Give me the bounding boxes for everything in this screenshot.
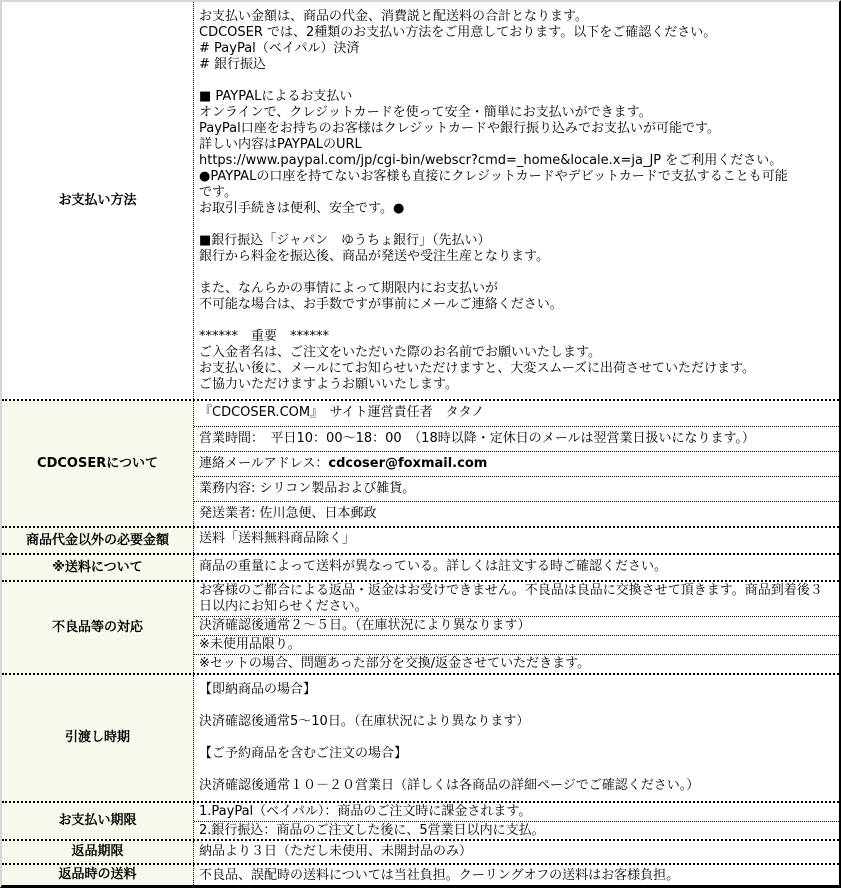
text-line: 1.PayPal（ベイパル）：商品のご注文時に課金されます。: [199, 804, 532, 819]
table-row: [194, 426, 839, 451]
content-payment-method: [194, 2, 839, 399]
content-extra-fees: [194, 528, 839, 553]
text-line: ※未使用品限り。: [199, 637, 301, 652]
table-row: [194, 2, 839, 399]
section-return-shipping: [2, 863, 839, 885]
text-line: 納品より３日（ただし未使用、未開封品のみ）: [199, 844, 473, 859]
section-defective-items: [2, 580, 839, 673]
row-header-shipping-note: ※送料について: [2, 555, 194, 580]
row-header-extra-fees: 商品代金以外の必要金額: [2, 528, 194, 553]
row-header-return-shipping: 返品時の送料: [2, 865, 194, 885]
text-line: 【即納商品の場合】: [199, 682, 317, 697]
section-return-deadline: [2, 839, 839, 863]
table-row: [194, 582, 839, 616]
text-line: オンラインで、クレジットカードを使って安全・簡単にお支払いができます。: [199, 105, 652, 120]
text-line: [199, 265, 834, 281]
text-line: [199, 698, 834, 714]
table-row: [194, 821, 839, 839]
section-shipping-note: [2, 553, 839, 580]
content-return-shipping: [194, 865, 839, 885]
table-row: [194, 841, 839, 863]
text-line: ■銀行振込「ジャパン ゆうちょ銀行」（先払い）: [199, 233, 491, 248]
text-line: ■ PAYPALによるお支払い: [199, 89, 353, 104]
table-row: [194, 401, 839, 426]
text-line: お支払い金額は、商品の代金、消費説と配送料の合計となります。: [199, 9, 588, 24]
table-row: [194, 555, 839, 580]
text-line: # 銀行振込: [199, 57, 267, 72]
text-line: また、なんらかの事情によって期限内にお支払いが: [199, 281, 499, 296]
table-row: [194, 675, 839, 801]
section-payment-method: [2, 2, 839, 399]
table-row: [194, 865, 839, 885]
section-payment-deadline: [2, 801, 839, 839]
text-line: お客様のご都合による返品・返金はお受けできません。不良品は良品に交換させて頂きます。商品到着後３日以内にお知らせください。: [199, 583, 823, 614]
table-row: [194, 635, 839, 654]
text-line: 不良品、誤配時の送料については当社負担。クーリングオフの送料はお客様負担。: [199, 868, 680, 883]
text-line: 2.銀行振込：商品のご注文した後に、5営業日以内に支払。: [199, 823, 545, 838]
text-line: 送料「送料無料商品除く」: [199, 531, 356, 546]
table-row: [194, 803, 839, 821]
text-line: お取引手続きは便利、安全です。●: [199, 201, 405, 216]
content-return-deadline: [194, 841, 839, 863]
text-line: 業務内容: シリコン製品および雑貨。: [199, 481, 416, 496]
section-delivery-time: [2, 673, 839, 801]
email-address: cdcoser@foxmail.com: [328, 456, 488, 471]
text-line: ●PAYPALの口座を持てないお客様も直接にクレジットカードやデビットカードで支払することも可能: [199, 169, 788, 184]
content-payment-deadline: [194, 803, 839, 839]
text-line: 【ご予約商品を含むご注文の場合】: [199, 746, 408, 761]
content-about-cdcoser: [194, 401, 839, 526]
text-line: ご入金者名は、ご注文をいただいた際のお名前でお願いいたします。: [199, 345, 601, 360]
text-line: 発送業者: 佐川急便、日本郵政: [199, 506, 377, 521]
row-header-about-cdcoser: CDCOSERについて: [2, 401, 194, 526]
text-line: [199, 73, 834, 89]
text-line: [199, 762, 834, 778]
row-header-defective-items: 不良品等の対応: [2, 582, 194, 673]
text-line: [199, 730, 834, 746]
content-defective-items: [194, 582, 839, 673]
text-line: # PayPal（ベイパル）決済: [199, 41, 360, 56]
text-line: 銀行から料金を振込後、商品が発送や受注生産となります。: [199, 249, 549, 264]
table-row: [194, 616, 839, 635]
table-row: [194, 451, 839, 476]
text-line: [199, 217, 834, 233]
text-line: 詳しい内容はPAYPALのURL: [199, 137, 362, 152]
content-shipping-note: [194, 555, 839, 580]
text-line: お支払い後に、メールにてお知らせいただけますと、大変スムーズに出荷させていただけます。: [199, 361, 756, 376]
text-line: です。: [199, 185, 237, 200]
text-line: ※セットの場合、問題あった部分を交換/返金させていただきます。: [199, 656, 591, 671]
text-line: 決済確認後通常１０－２０営業日（詳しくは各商品の詳細ページでご確認ください。）: [199, 778, 700, 793]
row-header-return-deadline: 返品期限: [2, 841, 194, 863]
table-row: [194, 654, 839, 673]
row-header-payment-method: お支払い方法: [2, 2, 194, 399]
table-row: [194, 528, 839, 553]
text-label: 連絡メールアドレス：: [199, 456, 329, 471]
text-line: CDCOSER では、2種類のお支払い方法をご用意しております。以下をご確認ください。: [199, 25, 717, 40]
table-row: [194, 476, 839, 501]
section-about-cdcoser: [2, 399, 839, 526]
text-line: 商品の重量によって送料が異なっている。詳しくは註文する時ご確認ください。: [199, 559, 668, 574]
text-line: 不可能な場合は、お手数ですが事前にメールご連絡ください。: [199, 297, 563, 312]
text-line: 決済確認後通常２～５日。（在庫状況により異なります）: [199, 618, 531, 633]
text-line: [199, 313, 834, 329]
row-header-payment-deadline: お支払い期限: [2, 803, 194, 839]
row-header-delivery-time: 引渡し時期: [2, 675, 194, 801]
table-row: [194, 501, 839, 526]
text-line: https://www.paypal.com/jp/cgi-bin/webscr?cmd=_home&locale.x=ja_JP をご利用ください。: [199, 153, 783, 168]
content-delivery-time: [194, 675, 839, 801]
text-line: PayPal口座をお持ちのお客様はクレジットカードや銀行振り込みでお支払いが可能です。: [199, 121, 720, 136]
text-line: 『CDCOSER.COM』 サイト運営責任者 タタノ: [199, 405, 485, 420]
text-line: 決済確認後通常5～10日。（在庫状況により異なります）: [199, 714, 530, 729]
text-line: ご協力いただけますようお願いいたします。: [199, 377, 458, 392]
text-line: 営業時間： 平日10：00～18：00 （18時以降・定休日のメールは翌営業日扱いになります。）: [199, 431, 755, 446]
text-line: ****** 重要 ******: [199, 329, 330, 344]
section-extra-fees: [2, 526, 839, 553]
